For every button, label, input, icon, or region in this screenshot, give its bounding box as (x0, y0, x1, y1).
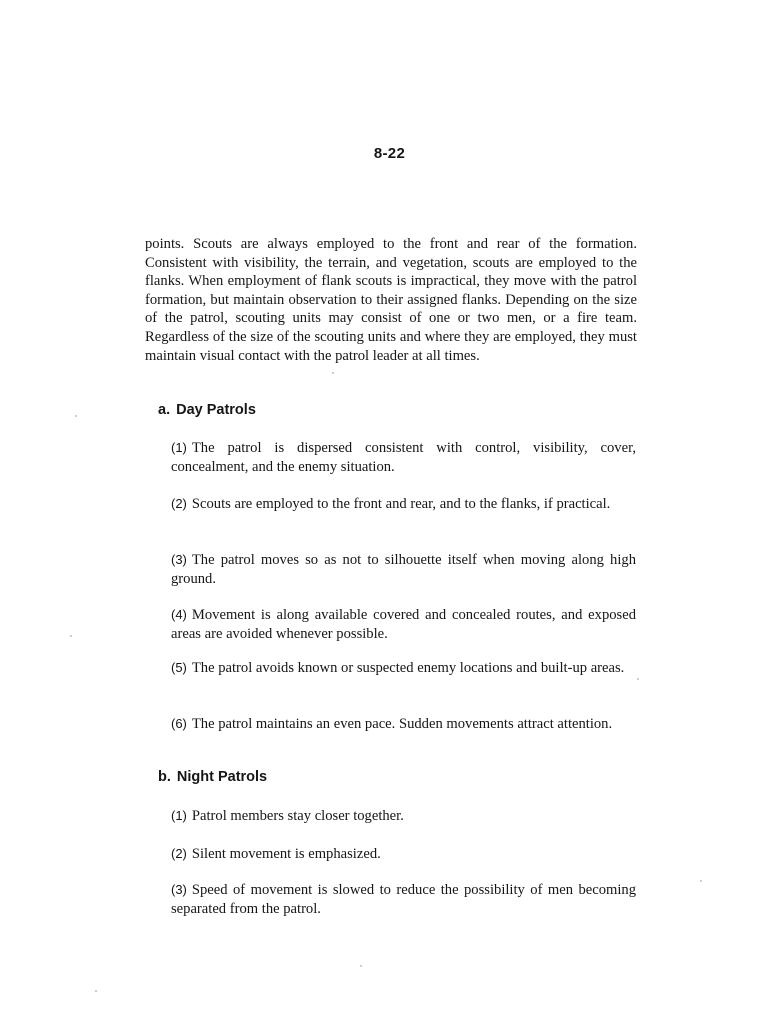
scan-speck (360, 965, 362, 967)
item-number: (6) (171, 716, 187, 731)
scan-speck (95, 990, 97, 992)
section-heading-night-patrols (158, 768, 267, 786)
scan-speck (75, 415, 77, 417)
night-patrol-item-2 (171, 844, 636, 864)
item-text: Silent movement is emphasized. (191, 846, 381, 862)
scan-speck (637, 678, 639, 680)
item-number: (1) (171, 440, 187, 455)
intro-paragraph: points. Scouts are always employed to the front and rear of the formation. Consistent with visibility, the terrain, and vegetation, scouts are employed to the flanks. When employment of flank scouts is impractical, they move with the patrol formation, but maintain observation to their assigned flanks. Depending on the size of the patrol, scouting units may consist of one or two men, or a fire team. Regardless of the size of the scouting units and where they are employed, they must maintain visual contact with the patrol leader at all times. (145, 236, 637, 364)
item-text: The patrol is dispersed consistent with control, visibility, cover, concealment, and the enemy situation. (171, 440, 636, 475)
day-patrol-item-2 (171, 494, 636, 514)
item-text: Scouts are employed to the front and rear, and to the flanks, if practical. (191, 496, 611, 512)
day-patrol-item-3 (171, 550, 636, 589)
scan-speck (332, 372, 334, 374)
day-patrol-item-4 (171, 605, 636, 644)
item-text: The patrol maintains an even pace. Sudden movements attract attention. (191, 716, 613, 732)
night-patrol-item-1 (171, 806, 636, 826)
item-text: Patrol members stay closer together. (191, 808, 404, 824)
item-number: (4) (171, 607, 187, 622)
item-number: (2) (171, 846, 187, 861)
section-letter: b. (158, 769, 171, 785)
section-title: Day Patrols (176, 402, 256, 418)
scan-speck (700, 880, 702, 882)
item-number: (1) (171, 808, 187, 823)
section-heading-day-patrols (158, 401, 256, 419)
day-patrol-item-1 (171, 438, 636, 477)
item-number: (5) (171, 660, 187, 675)
item-number: (3) (171, 552, 187, 567)
page-number: 8-22 (373, 145, 406, 162)
scan-speck (70, 635, 72, 637)
item-text: Movement is along available covered and concealed routes, and exposed areas are avoided whenever possible. (171, 607, 636, 642)
item-number: (3) (171, 882, 187, 897)
section-letter: a. (158, 402, 171, 418)
item-text: The patrol moves so as not to silhouette itself when moving along high ground. (171, 552, 636, 587)
day-patrol-item-5 (171, 658, 636, 678)
section-title: Night Patrols (176, 769, 268, 785)
item-text: The patrol avoids known or suspected enemy locations and built-up areas. (191, 660, 625, 676)
day-patrol-item-6 (171, 714, 636, 734)
night-patrol-item-3 (171, 880, 636, 919)
item-number: (2) (171, 496, 187, 511)
item-text: Speed of movement is slowed to reduce the possibility of men becoming separated from the patrol. (171, 882, 636, 917)
